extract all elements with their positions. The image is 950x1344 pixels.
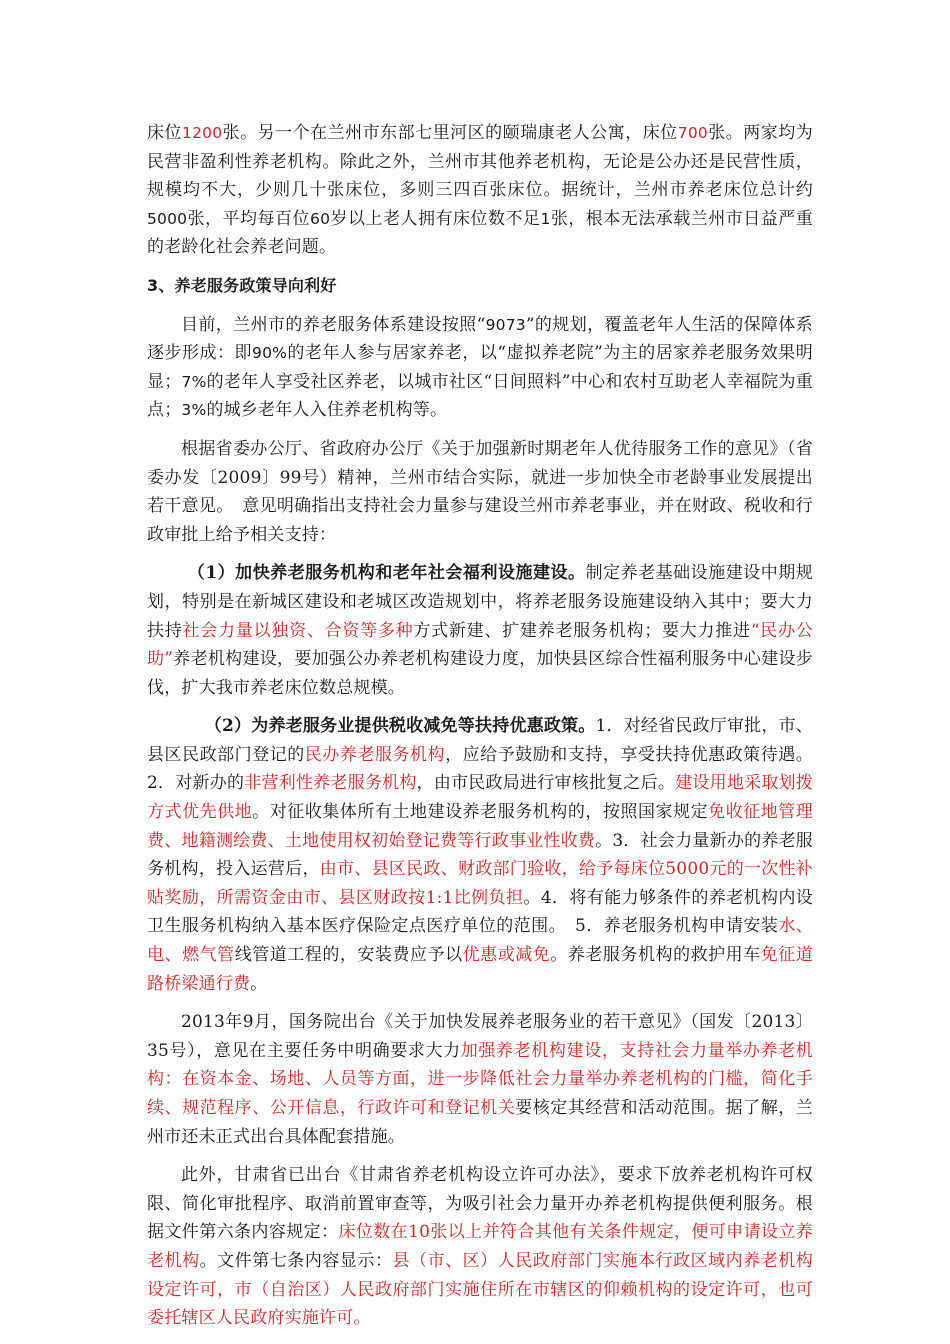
red-highlight: 水、电、燃气管 bbox=[147, 916, 814, 966]
text-run: 方式新建、扩建养老服务机构；要大力推进 bbox=[413, 620, 751, 641]
red-highlight: 床位数在10张以上并符合其他有关条件规定，便可申请设立养老机构 bbox=[147, 1222, 813, 1271]
number: 60 bbox=[310, 209, 331, 228]
paragraph-bed-capacity bbox=[147, 119, 813, 262]
text-run: 的城乡老年人入住养老机构等。 bbox=[206, 400, 448, 421]
text-run: 岁以上老人拥有床位数不足 bbox=[330, 208, 541, 229]
text-run: 张。另一个在兰州市东部七里河区的颐瑞康老人公寓，床位 bbox=[222, 123, 678, 143]
text-run: 。对征收集体所有土地建设养老服务机构的，按照国家规定 bbox=[252, 802, 709, 823]
text-run: 。 bbox=[250, 973, 268, 994]
text-run: 要核定其经营和活动范围。据了解，兰州市还未正式出台具体配套措施。 bbox=[147, 1098, 813, 1147]
text-run: ，应给予鼓励和支持，享受扶持优惠政策待遇。2．对新办的 bbox=[147, 744, 813, 794]
red-highlight: 非营利性养老服务机构 bbox=[244, 773, 417, 794]
red-highlight: 免征道路桥梁通行费 bbox=[147, 945, 814, 994]
text-run: 。养老服务机构的救护用车 bbox=[550, 945, 761, 966]
paragraph-state-council bbox=[147, 1008, 813, 1151]
red-highlight: 社会力量以独资、合资等多种 bbox=[182, 620, 414, 641]
paragraph-9073-plan bbox=[147, 311, 813, 425]
text-run: 张。两家均为民营非盈利性养老机构。除此之外，兰州市其他养老机构，无论是公办还是民营性质，规模均不大，少则几十张床位，多则三四百张床位。据统计，兰州市养老床位总计约 bbox=[147, 123, 813, 201]
section-heading: 3、养老服务政策导向利好 bbox=[147, 275, 337, 295]
text-run: 的老年人享受社区养老，以城市社区“日间照料”中心和农村互助老人幸福院为重点； bbox=[147, 371, 813, 421]
number: 7% bbox=[181, 372, 207, 391]
text-run: 张，平均每百位 bbox=[187, 208, 311, 229]
policy-heading: （2）为养老服务业提供税收减免等扶持优惠政策。 bbox=[204, 716, 596, 737]
red-highlight: “民办公助” bbox=[147, 620, 813, 670]
red-highlight: 县（市、区）人民政府部门实施本行政区域内养老机构设定许可，市（自治区）人民政府部门实施住所在市辖区的仰赖机构的设定许可，也可委托辖区人民政府实施许可。 bbox=[147, 1250, 813, 1329]
red-number: 700 bbox=[677, 124, 708, 142]
paragraph-gansu-licensing bbox=[147, 1161, 813, 1333]
text-run: 制定养老基础设施建设中期规划，特别是在新城区建设和老城区改造规划中，将养老服务设施建设纳入其中；要大力扶持 bbox=[147, 563, 813, 641]
text-run: 。3．社会力量新办的养老服务机构，投入运营后， bbox=[147, 830, 813, 880]
red-highlight: 加强养老机构建设，支持社会力量举办养老机构：在资本金、场地、人员等方面，进一步降低社会力量举办养老机构的门槛，简化手续、规范程序、公开信息，行政许可和登记机关 bbox=[147, 1040, 813, 1118]
red-number: 1200 bbox=[182, 124, 223, 142]
text-run: 的老年人参与居家养老，以“虚拟养老院”为主的居家养老服务效果明显； bbox=[147, 343, 813, 392]
document-body bbox=[147, 119, 813, 1333]
text-run: 此外，甘肃省已出台《甘肃省养老机构设立许可办法》，要求下放养老机构许可权限、简化审批程序、取消前置审查等，为吸引社会力量开办养老机构提供便利服务。根据文件第六条内容规定： bbox=[147, 1165, 813, 1243]
text-run: 床位 bbox=[147, 123, 183, 143]
text-run: 2013年9月，国务院出台《关于加快发展养老服务业的若干意见》（国发〔2013〕35号），意见在主要任务中明确要求大力 bbox=[147, 1012, 813, 1061]
red-highlight: 建设用地采取划拨方式优先供地 bbox=[147, 773, 813, 823]
text-run: 1．对经省民政厅审批，市、县区民政部门登记的 bbox=[147, 716, 813, 765]
text-run: 。文件第七条内容显示： bbox=[199, 1250, 393, 1271]
red-highlight: 由市、县区民政、财政部门验收，给予每床位5000元的一次性补贴奖励，所需资金由市、县区财政按1:1比例负担 bbox=[147, 859, 814, 908]
text-run: ”的规划，覆盖老年人生活的保障体系逐步形成：即 bbox=[147, 314, 814, 364]
number: 3% bbox=[181, 401, 207, 420]
paragraph-policy-2 bbox=[147, 712, 813, 998]
text-run: 。4．将有能力够条件的养老机构内设卫生服务机构纳入基本医疗保险定点医疗单位的范围。 5．养老服务机构申请安装 bbox=[147, 887, 814, 937]
paragraph-policy-1 bbox=[147, 559, 813, 702]
policy-heading: （1）加快养老服务机构和老年社会福利设施建设。 bbox=[187, 563, 586, 584]
number: 5000 bbox=[147, 209, 188, 228]
number: 1 bbox=[540, 209, 551, 228]
red-highlight: 优惠或减免 bbox=[462, 945, 551, 966]
text-run: 线管道工程的，安装费应予以 bbox=[234, 945, 463, 966]
text-run: 目前，兰州市的养老服务体系建设按照“ bbox=[181, 314, 486, 335]
paragraph-provincial-opinion: 根据省委办公厅、省政府办公厅《关于加强新时期老年人优待服务工作的意见》（省委办发〔2009〕99号）精神，兰州市结合实际，就进一步加快全市老龄事业发展提出若干意见。 意见明确指出支持社会力量参与建设兰州市养老事业，并在财政、税收和行政审批上给予相关支持： bbox=[147, 438, 813, 545]
number: 9073 bbox=[485, 315, 526, 334]
red-highlight: 民办养老服务机构 bbox=[304, 744, 446, 765]
text-run: 张，根本无法承载兰州市日益严重的老龄化社会养老问题。 bbox=[147, 208, 813, 258]
number: 90% bbox=[252, 344, 288, 363]
text-run: ，由市民政局进行审核批复之后。 bbox=[416, 773, 676, 794]
red-highlight: 免收征地管理费、地籍测绘费、土地使用权初始登记费等行政事业性收费 bbox=[147, 802, 813, 851]
text-run: 养老机构建设，要加强公办养老机构建设力度，加快县区综合性福利服务中心建设步伐，扩大我市养老床位数总规模。 bbox=[147, 649, 813, 698]
